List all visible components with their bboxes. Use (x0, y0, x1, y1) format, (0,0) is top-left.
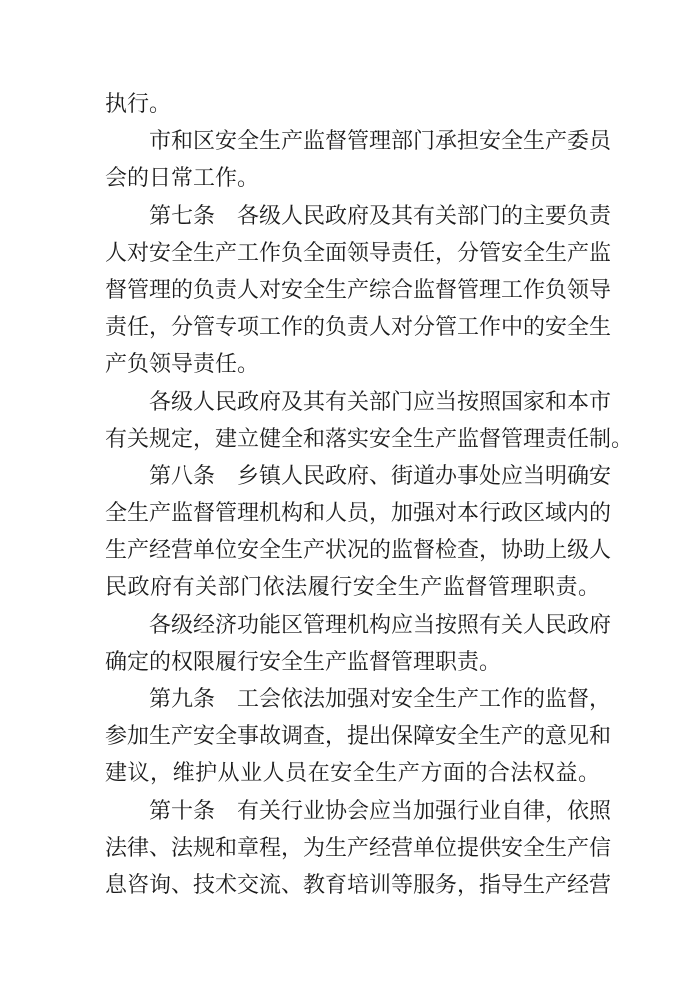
text-line: 督管理的负责人对安全生产综合监督管理工作负领导 (105, 277, 612, 303)
text-line: 会的日常工作。 (105, 166, 260, 192)
text-line: 产负领导责任。 (105, 352, 260, 378)
text-line: 各级人民政府及其有关部门应当按照国家和本市 (149, 389, 612, 415)
text-line: 责任，分管专项工作的负责人对分管工作中的安全生 (105, 315, 612, 341)
text-line: 息咨询、技术交流、教育培训等服务，指导生产经营 (105, 872, 612, 898)
text-line: 第十条 有关行业协会应当加强行业自律，依照 (149, 798, 612, 824)
text-line: 执行。 (105, 92, 172, 117)
text-line: 有关规定，建立健全和落实安全生产监督管理责任制。 (105, 426, 634, 452)
text-line: 市和区安全生产监督管理部门承担安全生产委员 (149, 129, 612, 155)
text-line: 法律、法规和章程，为生产经营单位提供安全生产信 (105, 835, 612, 861)
text-line: 人对安全生产工作负全面领导责任，分管安全生产监 (105, 240, 612, 266)
text-line: 建议，维护从业人员在安全生产方面的合法权益。 (105, 761, 600, 787)
text-line: 参加生产安全事故调查，提出保障安全生产的意见和 (105, 724, 612, 750)
text-line: 第九条 工会依法加强对安全生产工作的监督， (149, 687, 612, 712)
text-line: 生产经营单位安全生产状况的监督检查，协助上级人 (105, 538, 612, 564)
text-line: 各级经济功能区管理机构应当按照有关人民政府 (149, 612, 612, 638)
text-line: 民政府有关部门依法履行安全生产监督管理职责。 (105, 575, 600, 601)
text-line: 第七条 各级人民政府及其有关部门的主要负责 (149, 203, 612, 229)
body-text (105, 86, 634, 904)
text-line: 全生产监督管理机构和人员，加强对本行政区域内的 (105, 501, 612, 527)
text-line: 确定的权限履行安全生产监督管理职责。 (105, 649, 502, 675)
text-line: 第八条 乡镇人民政府、街道办事处应当明确安 (149, 463, 612, 489)
